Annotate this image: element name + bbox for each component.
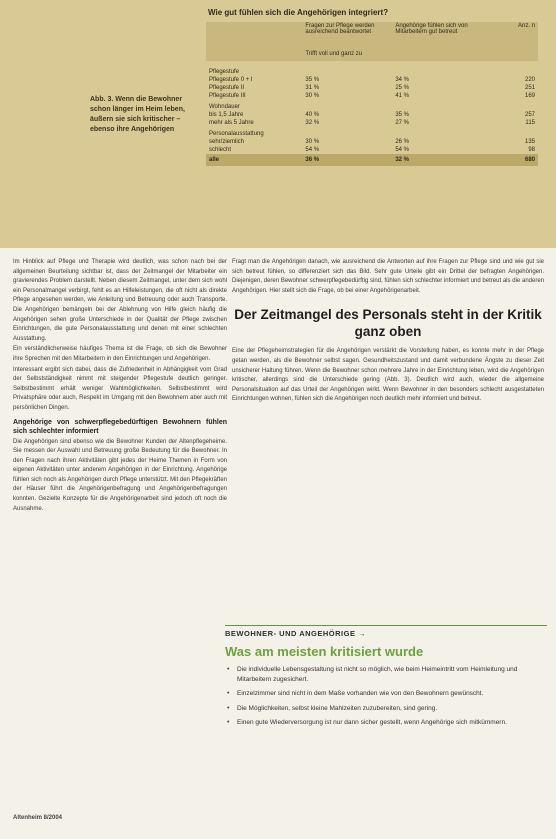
- body-paragraph: Ein verständlicherweise häufiges Thema ist die Frage, ob sich die Bewohner ihre Sprechen mit den Mitarbeitern in den Einrichtungen und Angehörigen.: [13, 346, 227, 362]
- table-cell: 41 %: [395, 93, 410, 99]
- table-header-row: [206, 22, 538, 50]
- table-title: Wie gut fühlen sich die Angehörigen integriert?: [208, 8, 389, 17]
- table-cell: bis 1,5 Jahre: [209, 112, 244, 118]
- list-item-text: Die Möglichkeiten, selbst kleine Mahlzeiten zuzubereiten, sind gering.: [237, 704, 438, 712]
- list-item-text: Die individuelle Lebensgestaltung ist nicht so möglich, wie beim Heimeintritt vom Heimleitung und Mitarbeitern zugesichert.: [237, 666, 518, 683]
- table-cell: mehr als 5 Jahre: [209, 120, 254, 126]
- list-item-text: Einen gute Wiederversorgung ist nur dann sicher gestellt, wenn Angehörige sich mitkümmern.: [237, 719, 507, 726]
- table-units-row: [206, 50, 538, 61]
- table-cell: Pflegestufe III: [209, 93, 246, 99]
- table-cell: 31 %: [305, 85, 320, 91]
- left-column: [13, 258, 227, 515]
- table-cell: 54 %: [395, 147, 410, 153]
- table-group-label: Personalausstattung: [209, 131, 264, 137]
- table-cell: 35 %: [305, 77, 320, 83]
- table-cell: 115: [525, 120, 535, 126]
- table-header-cell: Angehörige fühlen sich von Mitarbeitern gut betreut: [392, 22, 488, 50]
- survey-table: [206, 22, 538, 166]
- table-group-row: [206, 100, 538, 111]
- table-cell: 32 %: [305, 120, 320, 126]
- table-row: [206, 138, 538, 146]
- table-cell: 36 %: [302, 154, 392, 166]
- survey-table-wrapper: [206, 8, 538, 166]
- table-header-cell: [206, 22, 302, 50]
- body-paragraph: Interessant ergibt sich dabei, dass die Zufriedenheit in Abhängigkeit vom Grad der Selbstständigkeit nimmt mit steigender Pflegestufe deutlich geringer. Selbstbestimmt erhält weniger Wahlmöglichkeiten. Selbstbestimmt wird Privatsphäre oder auch, Respekt im Umgang mit den Bewohnern aber auch mit persönlichen Dingen.: [13, 366, 227, 411]
- bullet-icon: •: [227, 719, 230, 726]
- table-cell: 35 %: [395, 112, 410, 118]
- table-cell: 40 %: [305, 112, 320, 118]
- body-paragraph: Die Angehörigen sind ebenso wie die Bewohner Kunden der Altenpflegeheime. Sie messen der Auswahl und Betreuung große Bedeutung für die Bewohner. In den Fragen nach ihren Aktivitäten gibt jedes der Heime Themen in Form von eigenen Aktivitäten unter anderem Angehörigen in der Einrichtung. Angehörige fühlen sich noch als Angehörigen durch Pflege unterstützt. Mit den Pflegekräften der Häuser führt die Angehörigenbefragung und Angehörigenbefragungen konnten. Gezielte Konzepte für die Angehörigenarbeit sind jedoch oft noch die Ausnahme.: [13, 438, 227, 512]
- table-cell: Pflegestufe II: [209, 85, 245, 91]
- subheading: Angehörige von schwerpflegebedürftigen Bewohnern fühlen sich schlechter informiert: [13, 418, 227, 435]
- figure-panel: [0, 0, 556, 248]
- right-column: [232, 258, 544, 405]
- table-cell: schlecht: [209, 147, 232, 153]
- footer-brand: Altenheim 8/2004: [13, 815, 63, 821]
- list-item: [225, 718, 547, 728]
- table-header-cell: Anz. n: [489, 22, 538, 50]
- list-item: [225, 689, 547, 699]
- table-cell: 30 %: [305, 139, 320, 145]
- table-cell: 251: [524, 85, 535, 91]
- table-units-label: Trifft voll und ganz zu: [302, 50, 488, 61]
- table-cell: 32 %: [392, 154, 488, 166]
- box-title: Was am meisten kritisiert wurde: [225, 644, 424, 659]
- table-row: [206, 111, 538, 119]
- table-row: [206, 146, 538, 154]
- bullet-icon: •: [227, 704, 230, 712]
- body-paragraph: Eine der Pflegeheimstrategien für die Angehörigen verstärkt die Vorstellung haben, es konnte mehr in der Pflege getan werden, als die Bewohner selbst sagen. Gesundheitszustand und damit verbundene Ängste zu dieser Zeit unsicherer Haltung führen. Wenn die Bewohner schon mehrere Jahre in der Einrichtung leben, wird die Angehörigen kritischer, allerdings sind die Unterschiede gering (Abb. 3). Deutlich wird auch, wieder die allgemeine Personalsituation auf das Urteil der Angehörigen wirkt. Wenn Bewohner in den besonders schlecht ausgestatteten Einrichtungen wohnen, fühlen sich die Angehörigen noch deutlich mehr informiert und betreut.: [232, 348, 544, 403]
- table-cell: 257: [524, 112, 535, 118]
- criticism-box: [225, 625, 547, 733]
- list-item: [225, 665, 547, 684]
- table-cell: 98: [528, 147, 535, 153]
- table-cell: alle: [206, 154, 302, 166]
- table-cell: 135: [524, 139, 535, 145]
- list-item-text: Einzelzimmer sind nicht in dem Maße vorhanden wie von den Bewohnern gewünscht.: [237, 690, 484, 697]
- table-cell: 54 %: [305, 147, 320, 153]
- section-label: BEWOHNER- UND ANGEHÖRIGE →: [225, 625, 547, 638]
- table-group-label: Wohndauer: [209, 104, 240, 110]
- criticism-list: [225, 665, 547, 728]
- article-headline: Der Zeitmangel des Personals steht in der Kritik ganz oben: [234, 307, 542, 340]
- table-cell: 26 %: [395, 139, 410, 145]
- body-paragraph: Fragt man die Angehörigen danach, wie ausreichend die Antworten auf ihre Fragen zur Pflege sind und wie gut sie sich betreut fühlen, so differenziert sich das Bild. Sehr gute Urteile gibt ein Drittel der befragten Angehörigen. Diejenigen, deren Bewohner schwerpflegebedürftig sind, fühlen sich schlechter informiert und betreut als die anderen Angehörigen. Hier stellt sich die Frage, ob bei einer Angehörigenarbeit.: [232, 259, 544, 294]
- list-item: [225, 704, 547, 714]
- table-row: [206, 92, 538, 100]
- table-group-row: [206, 127, 538, 138]
- table-header-cell: Fragen zur Pflege werden ausreichend beantwortet: [302, 22, 392, 50]
- body-paragraph: Im Hinblick auf Pflege und Therapie wird deutlich, was schon nach bei der allgemeinen Beurteilung sichtbar ist, dass der Zeitmangel der Mitarbeiter ein gravierendes Problem darstellt. Neben diesem Zeitmangel, unter dem sich wohl ein Personalmangel verbirgt, fehlt es an Hilfeleistungen, die oft nicht als direkte Pflege angesehen werden, wie Anleitung und Betreuung oder auch Transporte. Die Angehörigen bemängeln bei der Ablehnung von Hilfe gleich häufig die Angehörigen sehen große Unterschiede in der Qualität der Pflege zwischen Einrichtungen, die gute Personalausstattung und denen mit einer schlechten Ausstattung.: [13, 259, 227, 342]
- table-cell: Pflegestufe 0 + I: [209, 77, 253, 83]
- table-group-label: Pflegestufe: [209, 69, 240, 75]
- table-cell: 220: [524, 77, 535, 83]
- table-total-row: [206, 154, 538, 166]
- table-row: [206, 84, 538, 92]
- table-cell: 34 %: [395, 77, 410, 83]
- figure-caption: Abb. 3. Wenn die Bewohner schon länger im Heim leben, äußern sie sich kritischer – ebenso ihre Angehörigen: [90, 96, 185, 133]
- table-group-row: [206, 61, 538, 76]
- table-row: [206, 76, 538, 84]
- table-cell: 25 %: [395, 85, 410, 91]
- table-cell: 680: [489, 154, 538, 166]
- table-cell: sehr/ziemlich: [209, 139, 245, 145]
- table-cell: 169: [524, 93, 535, 99]
- bullet-icon: •: [227, 666, 230, 673]
- table-cell: 27 %: [395, 120, 410, 126]
- table-row: [206, 119, 538, 127]
- bullet-icon: •: [227, 690, 230, 697]
- table-cell: 30 %: [305, 93, 320, 99]
